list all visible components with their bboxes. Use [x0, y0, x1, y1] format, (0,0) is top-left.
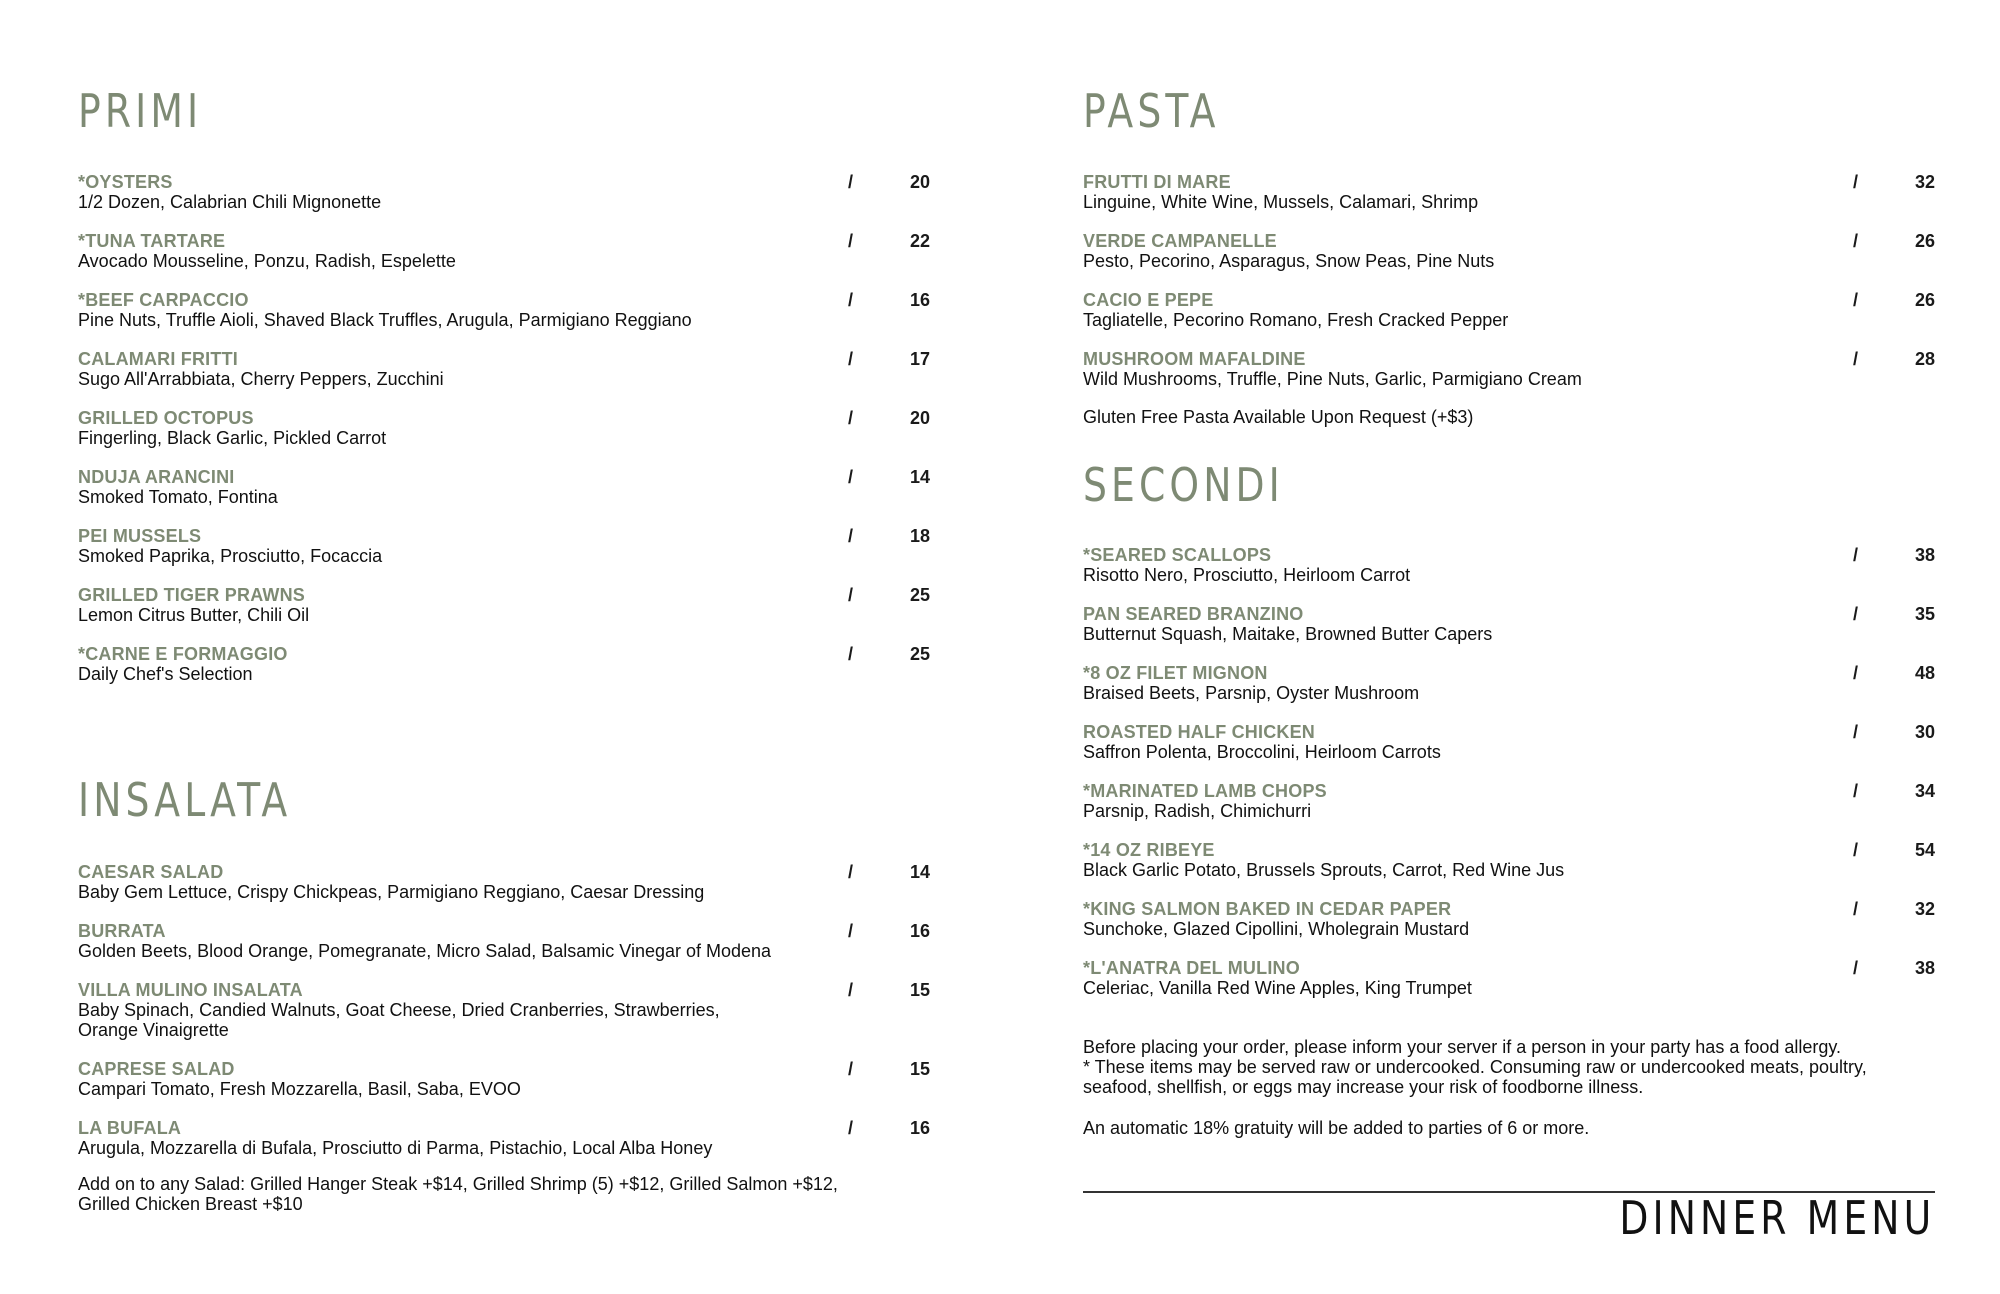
item-price: 30	[1914, 722, 1935, 742]
item-price: 38	[1914, 958, 1935, 978]
item-description: Fingerling, Black Garlic, Pickled Carrot	[78, 428, 387, 448]
item-name: CALAMARI FRITTI	[78, 349, 238, 369]
item-price: 26	[1914, 231, 1935, 251]
item-description: Sugo All'Arrabbiata, Cherry Peppers, Zucchini	[78, 369, 444, 389]
item-description: Smoked Tomato, Fontina	[78, 487, 278, 507]
raw-warning-note: * These items may be served raw or undercooked. Consuming raw or undercooked meats, poultry, seafood, shellfish, or eggs may increase your risk of foodborne illness.	[1083, 1057, 1867, 1097]
menu-item	[1083, 545, 1935, 585]
item-description: Linguine, White Wine, Mussels, Calamari, Shrimp	[1083, 192, 1479, 212]
item-description: Arugula, Mozzarella di Bufala, Prosciutto di Parma, Pistachio, Local Alba Honey	[78, 1138, 713, 1158]
item-price: 35	[1914, 604, 1935, 624]
menu-item	[1083, 172, 1935, 212]
menu-item	[1083, 349, 1935, 389]
menu-item	[78, 1118, 930, 1158]
menu-item	[1083, 781, 1935, 821]
item-name: PAN SEARED BRANZINO	[1083, 604, 1304, 624]
item-description: Braised Beets, Parsnip, Oyster Mushroom	[1083, 683, 1420, 703]
price-separator: /	[848, 290, 854, 310]
item-price: 48	[1914, 663, 1935, 683]
item-price: 15	[909, 980, 930, 1000]
item-description: Saffron Polenta, Broccolini, Heirloom Carrots	[1083, 742, 1441, 762]
item-name: *TUNA TARTARE	[78, 231, 226, 251]
item-price: 20	[909, 408, 930, 428]
item-price: 26	[1914, 290, 1935, 310]
item-name: *CARNE E FORMAGGIO	[78, 644, 288, 664]
price-separator: /	[848, 172, 854, 192]
salad-addon-note: Add on to any Salad: Grilled Hanger Steak +$14, Grilled Shrimp (5) +$12, Grilled Salmon +$12, Grilled Chicken Breast +$10	[78, 1174, 838, 1214]
price-separator: /	[848, 980, 854, 1000]
menu-item	[78, 349, 930, 389]
item-description: Pine Nuts, Truffle Aioli, Shaved Black Truffles, Arugula, Parmigiano Reggiano	[78, 310, 692, 330]
menu-item	[1083, 290, 1935, 330]
item-price: 17	[909, 349, 930, 369]
menu-item	[1083, 604, 1935, 644]
menu-item	[78, 408, 930, 448]
item-name: *BEEF CARPACCIO	[78, 290, 249, 310]
price-separator: /	[1853, 722, 1859, 742]
item-price: 16	[909, 921, 930, 941]
item-description: Wild Mushrooms, Truffle, Pine Nuts, Garlic, Parmigiano Cream	[1083, 369, 1582, 389]
price-separator: /	[1853, 231, 1859, 251]
menu-item	[78, 980, 930, 1040]
insalata-title: INSALATA	[78, 773, 292, 827]
menu-item	[78, 1059, 930, 1099]
item-description: Baby Spinach, Candied Walnuts, Goat Cheese, Dried Cranberries, Strawberries, Orange Vinaigrette	[78, 1000, 720, 1040]
item-name: CACIO E PEPE	[1083, 290, 1214, 310]
item-name: *14 OZ RIBEYE	[1083, 840, 1215, 860]
menu-item	[78, 290, 930, 330]
item-description: 1/2 Dozen, Calabrian Chili Mignonette	[78, 192, 382, 212]
price-separator: /	[1853, 958, 1859, 978]
item-name: PEI MUSSELS	[78, 526, 202, 546]
item-description: Campari Tomato, Fresh Mozzarella, Basil, Saba, EVOO	[78, 1079, 521, 1099]
item-description: Baby Gem Lettuce, Crispy Chickpeas, Parmigiano Reggiano, Caesar Dressing	[78, 882, 705, 902]
menu-item	[1083, 899, 1935, 939]
item-name: NDUJA ARANCINI	[78, 467, 235, 487]
item-price: 25	[909, 585, 930, 605]
menu-item	[78, 172, 930, 212]
item-price: 20	[909, 172, 930, 192]
pasta-title: PASTA	[1083, 84, 1220, 138]
item-description: Pesto, Pecorino, Asparagus, Snow Peas, Pine Nuts	[1083, 251, 1495, 271]
menu-item	[78, 921, 930, 961]
item-name: *L'ANATRA DEL MULINO	[1083, 958, 1300, 978]
item-price: 16	[909, 1118, 930, 1138]
menu-item	[1083, 663, 1935, 703]
price-separator: /	[1853, 349, 1859, 369]
item-name: *MARINATED LAMB CHOPS	[1083, 781, 1327, 801]
menu-item	[1083, 722, 1935, 762]
price-separator: /	[848, 408, 854, 428]
item-price: 54	[1914, 840, 1935, 860]
item-price: 15	[909, 1059, 930, 1079]
item-price: 18	[909, 526, 930, 546]
item-price: 28	[1914, 349, 1935, 369]
item-price: 34	[1914, 781, 1935, 801]
item-name: VILLA MULINO INSALATA	[78, 980, 303, 1000]
item-price: 14	[909, 862, 930, 882]
item-description: Tagliatelle, Pecorino Romano, Fresh Cracked Pepper	[1083, 310, 1509, 330]
item-description: Golden Beets, Blood Orange, Pomegranate, Micro Salad, Balsamic Vinegar of Modena	[78, 941, 772, 961]
menu-item	[1083, 231, 1935, 271]
item-price: 38	[1914, 545, 1935, 565]
menu-item	[78, 467, 930, 507]
price-separator: /	[1853, 604, 1859, 624]
price-separator: /	[848, 1059, 854, 1079]
price-separator: /	[848, 526, 854, 546]
item-name: *KING SALMON BAKED IN CEDAR PAPER	[1083, 899, 1452, 919]
menu-item	[78, 644, 930, 684]
item-name: FRUTTI DI MARE	[1083, 172, 1231, 192]
primi-title: PRIMI	[78, 84, 203, 138]
item-price: 32	[1914, 172, 1935, 192]
item-name: CAPRESE SALAD	[78, 1059, 235, 1079]
menu-item	[1083, 840, 1935, 880]
item-description: Smoked Paprika, Prosciutto, Focaccia	[78, 546, 383, 566]
price-separator: /	[848, 862, 854, 882]
item-price: 25	[909, 644, 930, 664]
item-name: *8 OZ FILET MIGNON	[1083, 663, 1268, 683]
gratuity-note: An automatic 18% gratuity will be added to parties of 6 or more.	[1083, 1118, 1590, 1138]
allergy-note: Before placing your order, please inform your server if a person in your party has a food allergy.	[1083, 1037, 1842, 1057]
menu-item	[78, 231, 930, 271]
dinner-menu-label: DINNER MENU	[1619, 1191, 1935, 1245]
price-separator: /	[848, 467, 854, 487]
price-separator: /	[848, 585, 854, 605]
price-separator: /	[848, 349, 854, 369]
price-separator: /	[848, 921, 854, 941]
secondi-title: SECONDI	[1083, 458, 1284, 512]
price-separator: /	[848, 1118, 854, 1138]
item-name: BURRATA	[78, 921, 166, 941]
item-description: Celeriac, Vanilla Red Wine Apples, King Trumpet	[1083, 978, 1472, 998]
gluten-free-note: Gluten Free Pasta Available Upon Request (+$3)	[1083, 407, 1474, 427]
item-price: 14	[909, 467, 930, 487]
item-price: 22	[909, 231, 930, 251]
item-name: VERDE CAMPANELLE	[1083, 231, 1277, 251]
menu-item	[1083, 958, 1935, 998]
item-description: Black Garlic Potato, Brussels Sprouts, Carrot, Red Wine Jus	[1083, 860, 1565, 880]
item-name: GRILLED TIGER PRAWNS	[78, 585, 306, 605]
item-description: Avocado Mousseline, Ponzu, Radish, Espelette	[78, 251, 456, 271]
price-separator: /	[1853, 663, 1859, 683]
price-separator: /	[1853, 899, 1859, 919]
item-name: ROASTED HALF CHICKEN	[1083, 722, 1315, 742]
item-price: 32	[1914, 899, 1935, 919]
item-description: Parsnip, Radish, Chimichurri	[1083, 801, 1312, 821]
price-separator: /	[848, 231, 854, 251]
menu-item	[78, 862, 930, 902]
price-separator: /	[848, 644, 854, 664]
price-separator: /	[1853, 545, 1859, 565]
price-separator: /	[1853, 290, 1859, 310]
item-name: *SEARED SCALLOPS	[1083, 545, 1272, 565]
item-description: Lemon Citrus Butter, Chili Oil	[78, 605, 310, 625]
item-name: *OYSTERS	[78, 172, 173, 192]
menu-item	[78, 526, 930, 566]
item-name: CAESAR SALAD	[78, 862, 224, 882]
item-name: GRILLED OCTOPUS	[78, 408, 254, 428]
item-name: LA BUFALA	[78, 1118, 182, 1138]
item-description: Sunchoke, Glazed Cipollini, Wholegrain Mustard	[1083, 919, 1470, 939]
item-price: 16	[909, 290, 930, 310]
price-separator: /	[1853, 172, 1859, 192]
item-description: Daily Chef's Selection	[78, 664, 253, 684]
item-description: Butternut Squash, Maitake, Browned Butter Capers	[1083, 624, 1493, 644]
price-separator: /	[1853, 840, 1859, 860]
item-name: MUSHROOM MAFALDINE	[1083, 349, 1306, 369]
menu-item	[78, 585, 930, 625]
item-description: Risotto Nero, Prosciutto, Heirloom Carrot	[1083, 565, 1411, 585]
price-separator: /	[1853, 781, 1859, 801]
